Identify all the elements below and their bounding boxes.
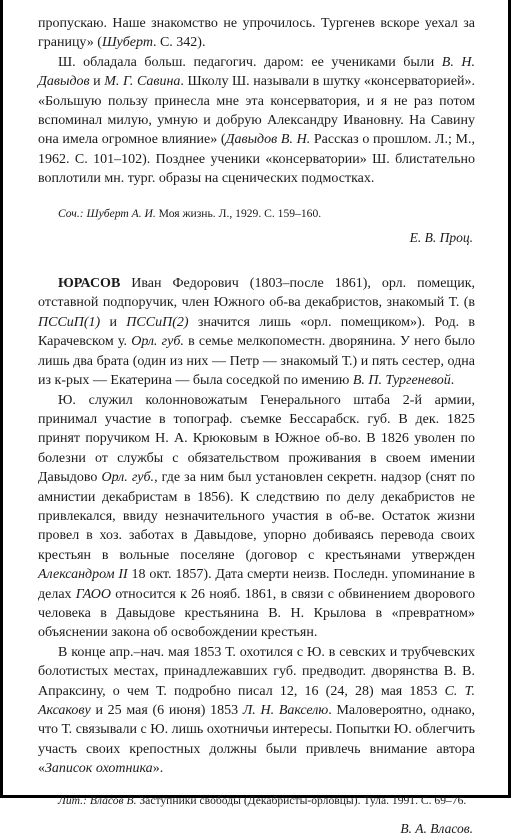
paragraph-students [38, 53, 475, 189]
italic-run: С. Т. Аксакову [38, 683, 476, 718]
text-run: ». [152, 761, 164, 777]
italic-run: Лит.: Власов В. [58, 793, 137, 807]
text-run: Ш. обладала больш. педагогич. даром: ее учениками были [58, 54, 442, 70]
italic-run: Записок охотника [45, 761, 153, 777]
text-run: . [450, 373, 455, 389]
text-run: Заступники свободы (Декабристы-орловцы). Тула. 1991. С. 69–76. [136, 793, 467, 807]
text-run: 18 окт. 1857). Дата смерти неизв. Последн. упоминание в делах [38, 567, 475, 602]
text-run: относится к 26 нояб. 1861, в связи с обвинением дворового человека в Давыдове крестьянина В. Н. Крылова в «превратном» объяснении закона об освобождении крестьян. [38, 586, 475, 641]
paragraph-hunting [38, 643, 475, 779]
literature-note [38, 793, 475, 809]
entry-yurasov [38, 274, 475, 390]
italic-run: Орл. губ. [131, 334, 184, 350]
italic-run: ПССиП(2) [126, 314, 189, 330]
text-run: . С. 342). [152, 35, 206, 51]
text-run: Ю. служил колонновожатым Генерального штаба 2-й армии, принимал участие в топограф. съемке Бессарабск. губ. В дек. 1825 принят поручиком Н. А. Крюковым в Южное об-во. В 1826 уволен по болезни от службы с обязательством проживания в своем имении Давыдово [38, 392, 475, 486]
scan-border-left [0, 0, 3, 796]
text-run: и 25 мая (6 июня) 1853 [90, 703, 243, 718]
italic-run: В. Н. Давыдов [38, 54, 475, 90]
paragraph-continuation [38, 14, 475, 53]
italic-run: М. Г. Савина [104, 74, 181, 90]
author-signature: В. А. Власов. [400, 820, 473, 836]
italic-run: ПССиП(1) [38, 314, 101, 330]
text-run: и [100, 314, 127, 330]
text-run: и [89, 74, 105, 90]
paragraph-service [38, 391, 475, 643]
text-column [38, 14, 475, 838]
italic-run: Соч.: Шуберт А. И. [58, 206, 156, 220]
text-run: в семье мелкопоместн. дворянина. У него было лишь два брата (один из них — Петр — знакомый Т.) и пять сестер, одна из к-рых — Екатерина — была соседкой по имению [38, 334, 475, 389]
italic-run: Л. Н. Вакселю [242, 703, 329, 718]
text-run: пропускаю. Наше знакомство не упрочилось. Тургенев вскоре уехал за границу» ( [38, 16, 475, 51]
text-run: Моя жизнь. Л., 1929. С. 159–160. [155, 206, 322, 220]
text-run: Рассказ о прошлом. Л.; М., 1962. С. 101–102). Позднее ученики «консерватории» Ш. блистательно воплотили мн. тург. образы на сценических подмостках. [38, 132, 476, 187]
text-run: . Школу Ш. называли в шутку «консерваторией». «Большую пользу принесла мне эта консерватория, и я не раз потом вспоминал милую, умную и добрую Александру Ивановну. На Савину она имела огромное влияние» ( [38, 74, 475, 148]
text-run: , где за ним был установлен секретн. надзор (снят по амнистии декабристам в 1856). К следствию по делу декабристов не привлекался, ввиду незначительного участия в об-ве. Остаток жизни провел в хоз. заботах в Давыдове, упорно добиваясь перевода своих крестьян в вольные поселяне (договор с крестьянами утвержден [38, 470, 476, 563]
italic-run: Александром II [38, 567, 128, 583]
author-signature: Е. В. Проц. [409, 229, 473, 245]
italic-run: ГАОО [75, 586, 111, 602]
italic-run: Давыдов В. Н. [225, 132, 311, 148]
source-note [38, 206, 475, 222]
text-run: В конце апр.–нач. мая 1853 Т. охотился с Ю. в севских и трубчевских болотистых местах, принадлежавших губ. предводит. дворянства В. В. Апраксину, о чем Т. подробно писал 12, 16 (24, 28) мая 1853 [38, 644, 475, 699]
text-run: Иван Федорович (1803–после 1861), орл. помещик, отставной подпоручик, член Южного об-ва декабристов, знакомый Т. (в [38, 276, 475, 311]
entry-headword: ЮРАСОВ [58, 276, 121, 292]
italic-run: В. П. Тургеневой [352, 373, 451, 389]
text-run: . Маловероятно, однако, что Т. связывали с Ю. лишь охотничьи интересы. Попытки Ю. облегчить участь своих крепостных должны были привлечь внимание автора « [38, 703, 475, 777]
text-run: значится лишь «орл. помещиком»). Род. в Карачевском у. [38, 314, 475, 350]
italic-run: Орл. губ. [101, 470, 155, 486]
scan-border-right [508, 0, 511, 798]
italic-run: Шуберт [101, 35, 153, 51]
